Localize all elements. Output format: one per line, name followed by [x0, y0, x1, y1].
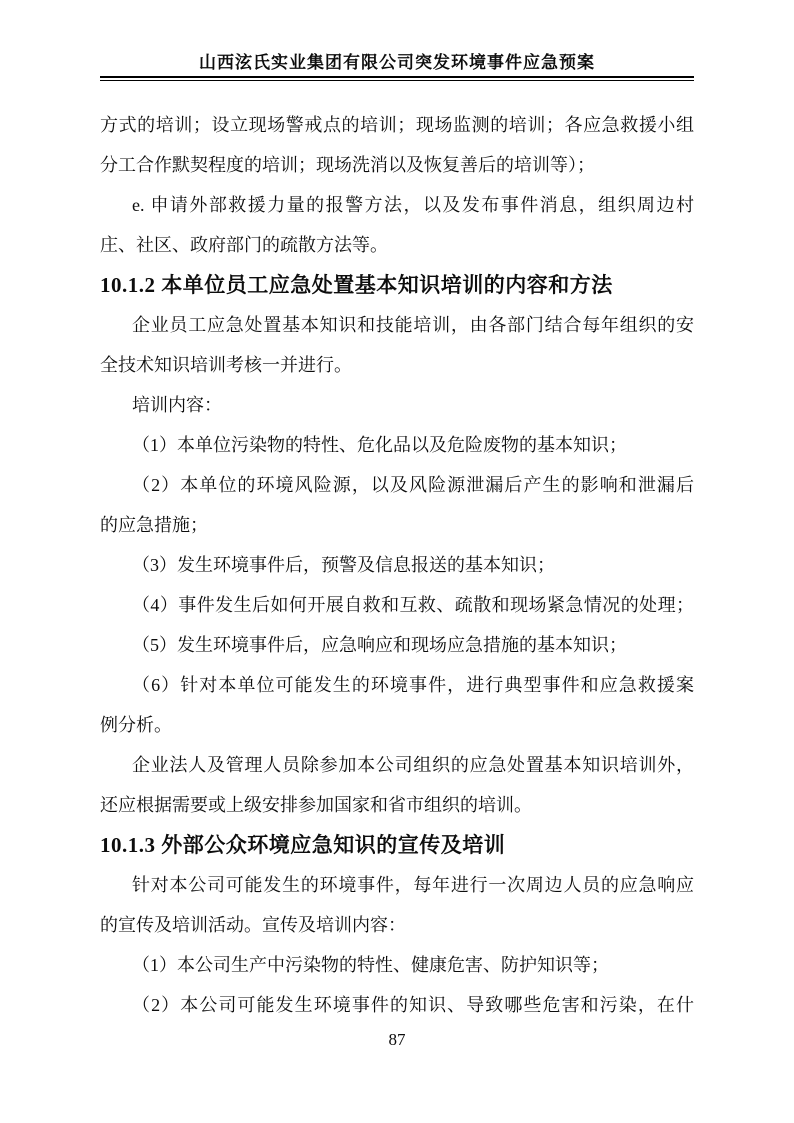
text-line: 方式的培训；设立现场警戒点的培训；现场监测的培训；各应急救援小组 — [100, 115, 694, 135]
document-header-title: 山西泫氏实业集团有限公司突发环境事件应急预案 — [199, 53, 595, 72]
list-item: （2）本单位的环境风险源，以及风险源泄漏后产生的影响和泄漏后 — [132, 475, 694, 495]
text-line: 企业法人及管理人员除参加本公司组织的应急处置基本知识培训外， — [132, 755, 694, 775]
list-item: （3）发生环境事件后，预警及信息报送的基本知识； — [132, 555, 555, 575]
list-item: （6）针对本单位可能发生的环境事件，进行典型事件和应急救援案 — [132, 675, 694, 695]
section-heading-10-1-2: 10.1.2 本单位员工应急处置基本知识培训的内容和方法 — [100, 273, 613, 297]
text-line: e. 申请外部救援力量的报警方法，以及发布事件消息，组织周边村 — [132, 195, 694, 215]
list-item: （4）事件发生后如何开展自救和互救、疏散和现场紧急情况的处理； — [132, 595, 694, 615]
text-line: 针对本公司可能发生的环境事件，每年进行一次周边人员的应急响应 — [132, 875, 694, 895]
text-line: 的宣传及培训活动。宣传及培训内容： — [100, 915, 406, 935]
list-item: （1）本单位污染物的特性、危化品以及危险废物的基本知识； — [132, 435, 627, 455]
text-line: 企业员工应急处置基本知识和技能培训，由各部门结合每年组织的安 — [132, 315, 694, 335]
list-item: （1）本公司生产中污染物的特性、健康危害、防护知识等； — [132, 955, 609, 975]
document-body — [100, 105, 694, 1025]
section-heading-10-1-3: 10.1.3 外部公众环境应急知识的宣传及培训 — [100, 833, 506, 857]
text-line: 分工合作默契程度的培训；现场洗消以及恢复善后的培训等）； — [100, 155, 595, 175]
page-number: 87 — [388, 1030, 406, 1049]
list-item: （2）本公司可能发生环境事件的知识、导致哪些危害和污染，在什 — [132, 995, 694, 1015]
text-line: 还应根据需要或上级安排参加国家和省市组织的培训。 — [100, 795, 532, 815]
list-item: （5）发生环境事件后，应急响应和现场应急措施的基本知识； — [132, 635, 627, 655]
text-line: 的应急措施； — [100, 515, 208, 535]
header-divider — [100, 76, 694, 81]
text-line: 庄、社区、政府部门的疏散方法等。 — [100, 235, 388, 255]
text-line: 全技术知识培训考核一并进行。 — [100, 355, 352, 375]
text-line: 例分析。 — [100, 715, 172, 735]
text-line: 培训内容： — [132, 395, 222, 415]
